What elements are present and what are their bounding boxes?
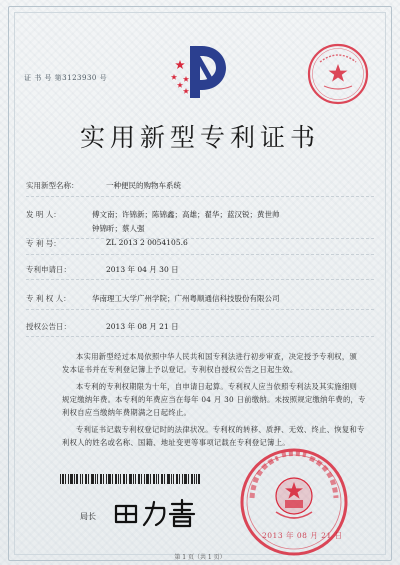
divider bbox=[26, 309, 374, 310]
divider bbox=[26, 254, 374, 255]
seal-date: 2013 年 08 月 21 日 bbox=[262, 531, 343, 540]
inventor-label: 发 明 人： bbox=[26, 210, 61, 219]
divider bbox=[26, 238, 374, 239]
filing-date-label: 专利申请日： bbox=[26, 265, 71, 274]
state-ip-office-seal-icon bbox=[238, 446, 350, 558]
body-line: 本专利的专利权期限为十年，自申请日起算。专利权人应当依照专利法及其实施细则 bbox=[76, 382, 358, 391]
patent-number-label: 专 利 号： bbox=[26, 239, 61, 248]
utility-name-value: 一种便民的购物车系统 bbox=[106, 181, 181, 190]
body-line: 规定缴纳年费。本专利的年费应当在每年 04 月 30 日前缴纳。未按照规定缴纳年费的，专 bbox=[62, 395, 366, 404]
certificate-number: 证 书 号 第3123930 号 bbox=[24, 74, 108, 82]
barcode-icon bbox=[60, 474, 200, 484]
page-footer: 第 1 页（共 1 页） bbox=[174, 554, 226, 561]
inventor-value: 傅文南；许锦新；陈锦鑫；高雄；翟华；蓝汉锐；黄世帅 bbox=[92, 210, 280, 219]
grant-date-label: 授权公告日： bbox=[26, 322, 71, 331]
director-signature-icon bbox=[112, 498, 198, 528]
divider bbox=[26, 279, 374, 280]
certificate-title: 实用新型专利证书 bbox=[79, 123, 320, 152]
patent-number-value: ZL 2013 2 0054105.6 bbox=[106, 238, 188, 247]
body-line: 专利证书记载专利权登记时的法律状况。专利权的转移、质押、无效、终止、恢复和专 bbox=[76, 425, 365, 434]
divider bbox=[26, 336, 374, 337]
cnipa-logo-icon bbox=[170, 38, 236, 104]
director-label: 局长 bbox=[80, 512, 96, 521]
grant-date-value: 2013 年 08 月 21 日 bbox=[106, 322, 179, 331]
inventor-value-2: 钟锦昕；蔡人强 bbox=[92, 224, 145, 233]
patentee-value: 华南理工大学广州学院；广州粤顺通信科技股份有限公司 bbox=[92, 294, 280, 303]
body-line: 利权人的姓名或名称、国籍、地址变更等事项记载在专利登记簿上。 bbox=[62, 438, 290, 447]
body-line: 发本证书并在专利登记簿上予以登记。专利权自授权公告之日起生效。 bbox=[62, 365, 298, 374]
body-line: 利权自应当缴纳年费期满之日起终止。 bbox=[62, 408, 192, 417]
utility-name-label: 实用新型名称： bbox=[26, 181, 79, 190]
patentee-label: 专 利 权 人： bbox=[26, 294, 71, 303]
special-seal-icon bbox=[306, 42, 370, 106]
filing-date-value: 2013 年 04 月 30 日 bbox=[106, 265, 179, 274]
divider bbox=[26, 196, 374, 197]
body-line: 本实用新型经过本局依照中华人民共和国专利法进行初步审查，决定授予专利权，颁 bbox=[76, 352, 358, 361]
